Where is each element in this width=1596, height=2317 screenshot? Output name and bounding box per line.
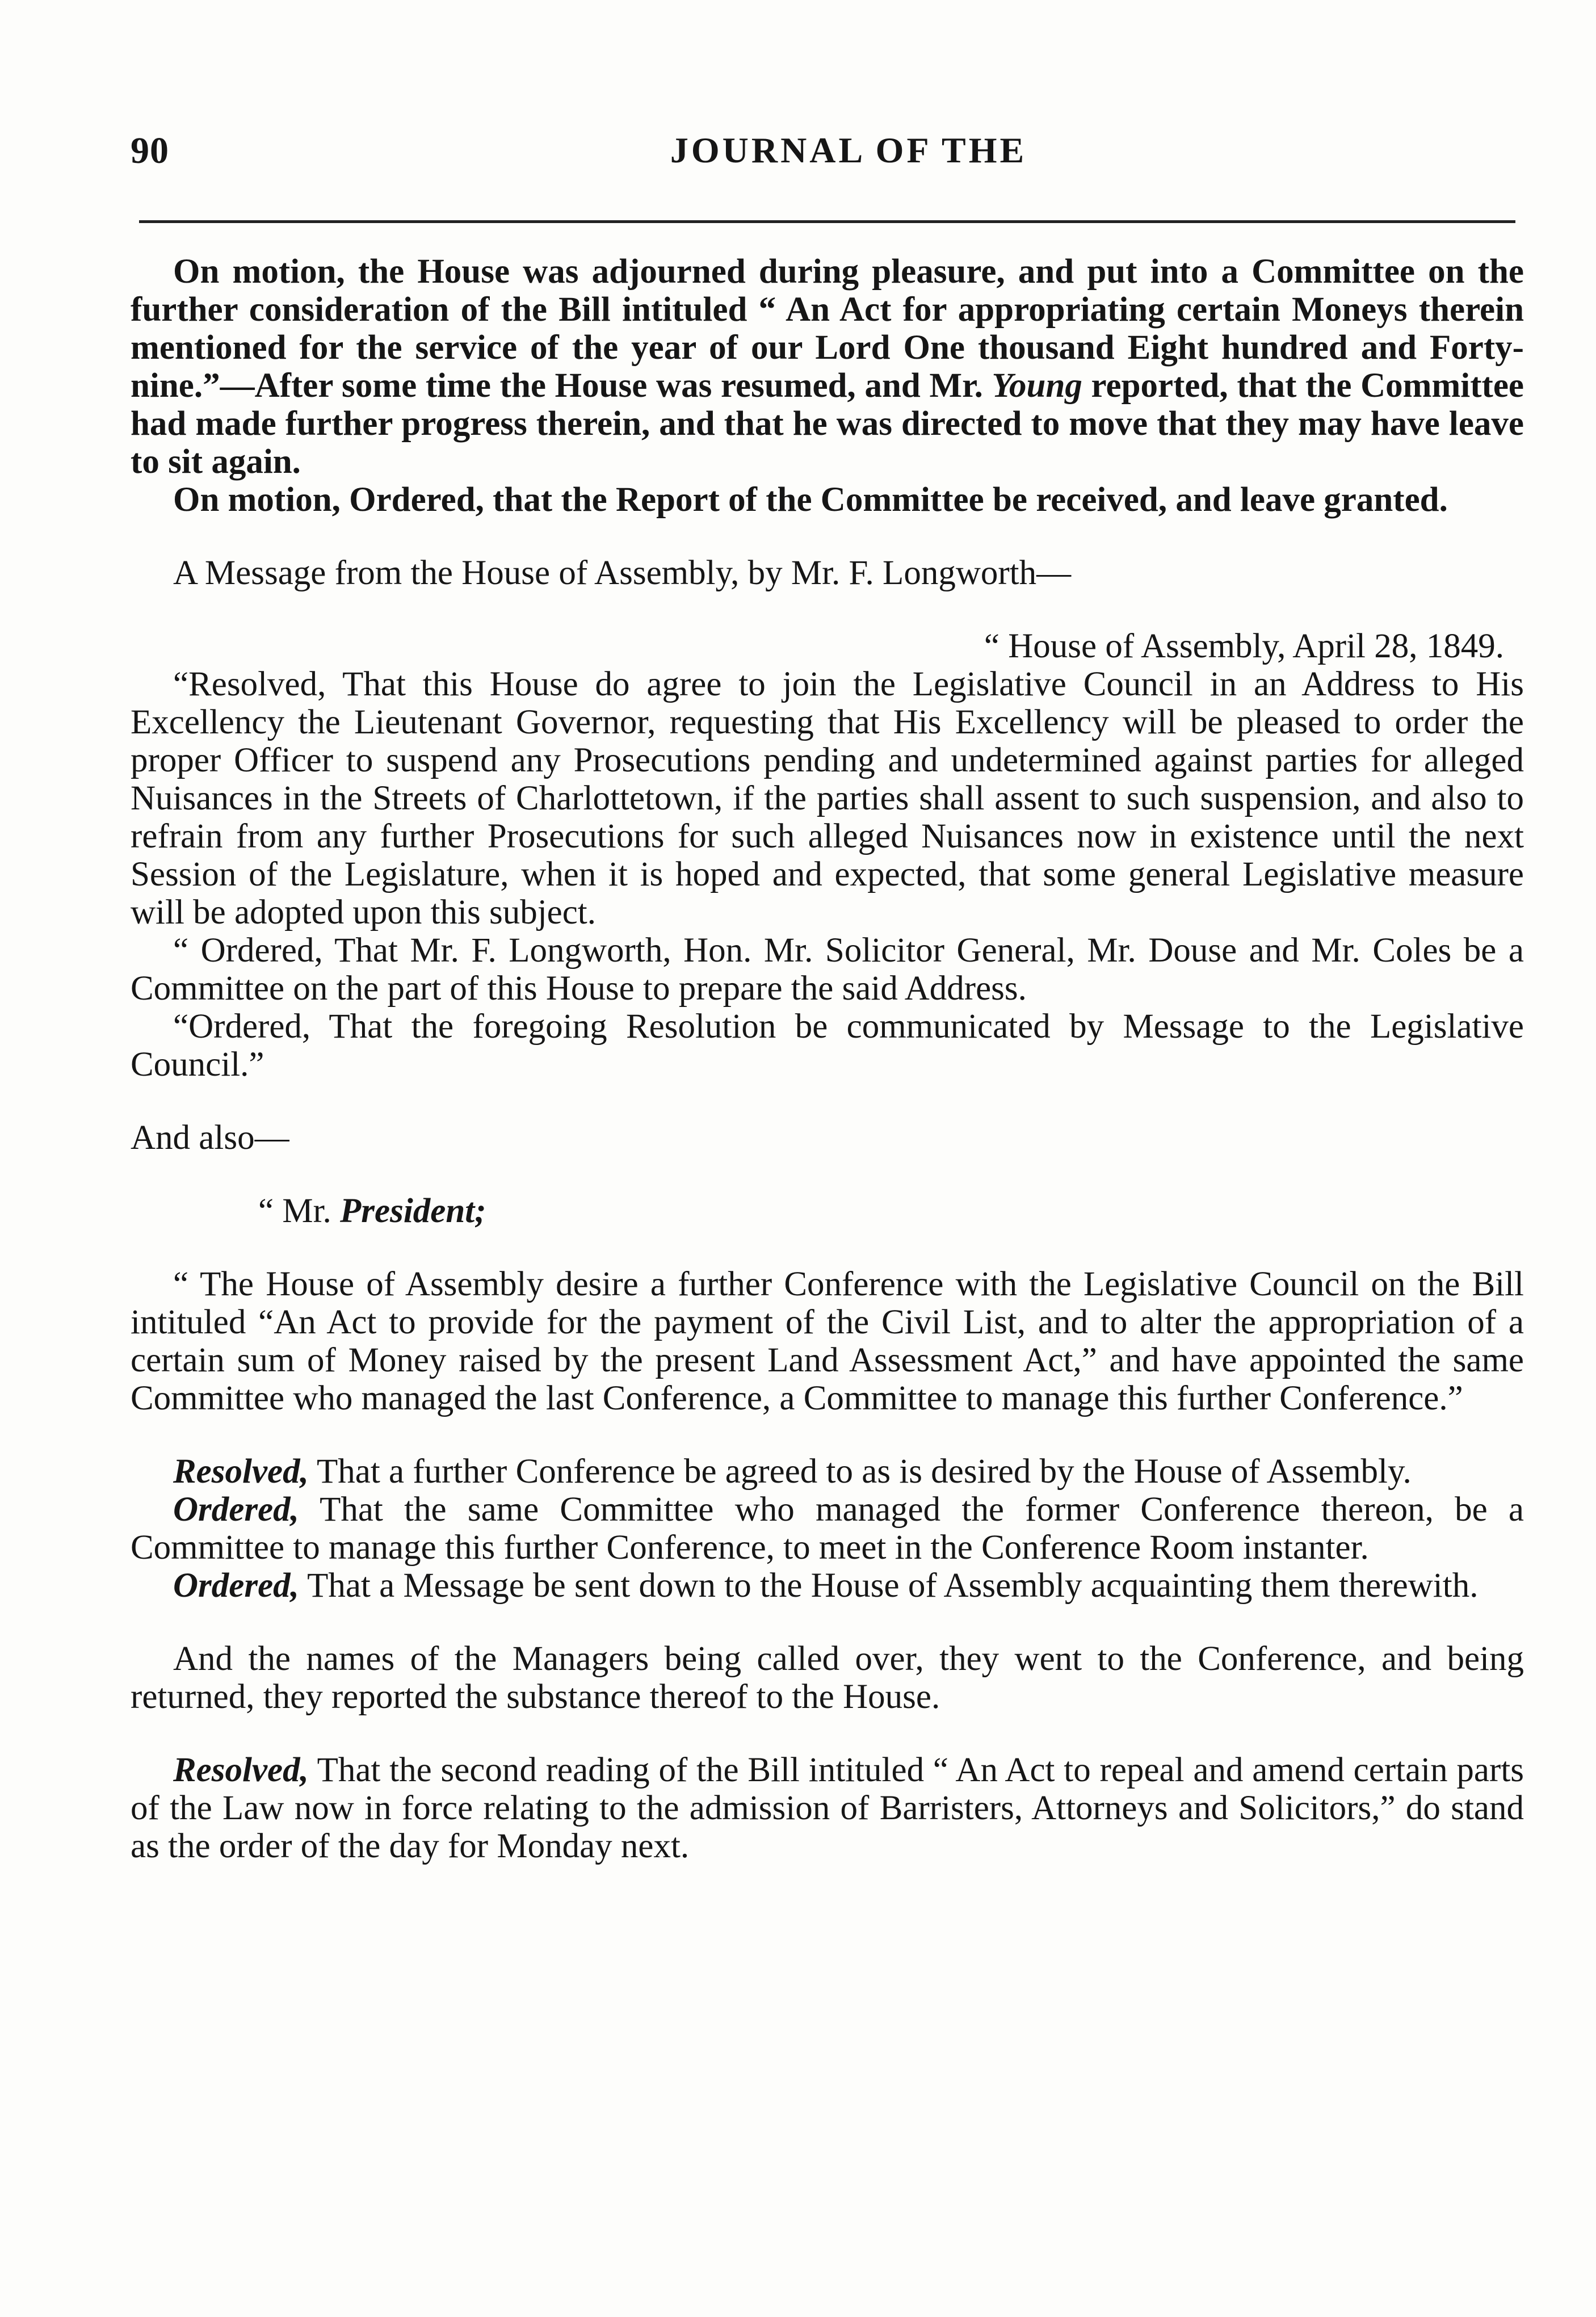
page-header bbox=[131, 129, 1521, 181]
lead-word: Ordered, bbox=[173, 1491, 299, 1529]
lead-word: Resolved, bbox=[173, 1453, 309, 1491]
dateline: “ House of Assembly, April 28, 1849. bbox=[984, 627, 1504, 665]
address-salutation bbox=[131, 1192, 1524, 1230]
paragraph-and-also: And also— bbox=[131, 1119, 289, 1157]
page-body bbox=[131, 253, 1524, 1865]
paragraph-ordered-message bbox=[131, 1567, 1524, 1605]
salutation-title: President; bbox=[340, 1192, 486, 1230]
paragraph-communication-order: “Ordered, That the foregoing Resolution be communicated by Message to the Legislative Council.” bbox=[131, 1008, 1524, 1084]
paragraph-resolution: “Resolved, That this House do agree to join the Legislative Council in an Address to His Excellency the Lieutenant Governor, requesting that His Excellency will be pleased to order the proper Officer to suspend any Prosecutions pending and undetermined against parties for alleged Nuisances in the Streets of Charlottetown, if the parties shall assent to such suspension, and also to refrain from any further Prosecutions for such alleged Nuisances now in existence until the next Session of the Legislature, when it is hoped and expected, that some general Legislative measure will be adopted upon this subject. bbox=[131, 665, 1524, 931]
text-span: reported, that the Committee had made further progress therein, and that he was directed to move that they may have leave to sit again. bbox=[131, 367, 1524, 481]
text-span: That the same Committee who managed the former Conference thereon, be a Committee to manage this further Conference, to meet in the Conference Room instanter. bbox=[131, 1491, 1524, 1567]
paragraph-resolved-second-reading bbox=[131, 1751, 1524, 1865]
header-rule bbox=[139, 220, 1515, 223]
page-number: 90 bbox=[131, 130, 169, 171]
paragraph-message-announcement: A Message from the House of Assembly, by Mr. F. Longworth— bbox=[173, 554, 1072, 592]
paragraph-resolved-conference bbox=[131, 1453, 1524, 1491]
paragraph-ordered-committee bbox=[131, 1491, 1524, 1567]
text-span: On motion, the House was adjourned during pleasure, and put into a Committee on the further consideration of the Bill intituled “ An Act for appropriating certain Moneys therein mentioned for the service of the year of our Lord One thousand Eight hundred and Forty-nine.”—After some time the House was resumed, and Mr. bbox=[131, 253, 1524, 405]
paragraph-managers-returned: And the names of the Managers being called over, they went to the Conference, and being returned, they reported the substance thereof to the House. bbox=[131, 1640, 1524, 1716]
running-head: JOURNAL OF THE bbox=[670, 130, 1027, 170]
text-span: That the second reading of the Bill intituled “ An Act to repeal and amend certain parts of the Law now in force relating to the admission of Barristers, Attorneys and Solicitors,” do stand as the order of the day for Monday next. bbox=[131, 1751, 1524, 1865]
text-span: “ Mr. bbox=[258, 1192, 341, 1230]
text-span: That a further Conference be agreed to as is desired by the House of Assembly. bbox=[308, 1453, 1412, 1491]
paragraph-committee-order: “ Ordered, That Mr. F. Longworth, Hon. Mr. Solicitor General, Mr. Douse and Mr. Coles be a Committee on the part of this House to prepare the said Address. bbox=[131, 931, 1524, 1008]
paragraph-report-received: On motion, Ordered, that the Report of the Committee be received, and leave granted. bbox=[173, 481, 1448, 519]
member-name: Young bbox=[992, 367, 1082, 405]
text-span: That a Message be sent down to the House of Assembly acquainting them therewith. bbox=[299, 1567, 1479, 1605]
paragraph-committee-report bbox=[131, 253, 1524, 481]
lead-word: Ordered, bbox=[173, 1567, 299, 1605]
paragraph-conference-request: “ The House of Assembly desire a further Conference with the Legislative Council on the Bill intituled “An Act to provide for the payment of the Civil List, and to alter the appropriation of a certain sum of Money raised by the present Land Assessment Act,” and have appointed the same Committee who managed the last Conference, a Committee to manage this further Conference.” bbox=[131, 1265, 1524, 1417]
lead-word: Resolved, bbox=[173, 1751, 309, 1789]
